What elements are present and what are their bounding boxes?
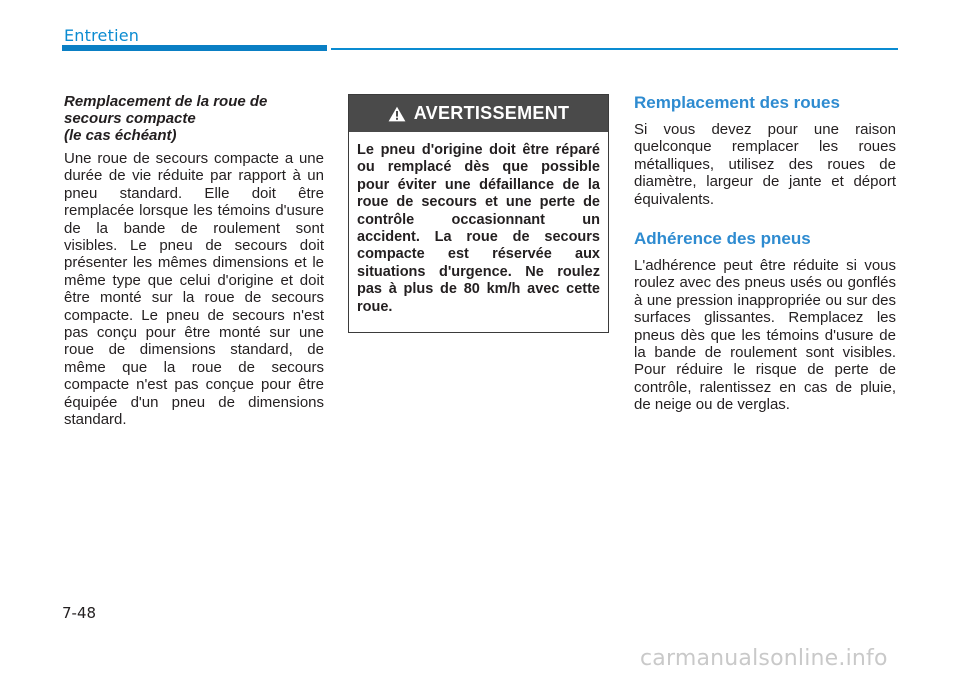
header-rule-thin [331, 48, 898, 50]
spare-wheel-paragraph: Une roue de secours compacte a une durée de vie réduite par rapport à un pneu standard. Elle doit être remplacée lorsque les témoins d'usure de la bande de roulement sont visibles. Le pneu de secours doit présenter les mêmes dimensions et le même type que celui d'origine et doit être monté sur la roue de secours compacte. Le pneu de secours n'est pas conçu pour être monté sur une roue de dimensions standard, de même que la roue de secours compacte n'est pas conçue pour être équipée d'un pneu de dimensions standard. [64, 150, 324, 429]
tire-traction-text: L'adhérence peut être réduite si vous roulez avec des pneus usés ou gonflés à une pression inappropriée ou sur des surfaces glissantes. Remplacez les pneus dès que les témoins d'usure de la bande de roulement sont visibles. Pour réduire le risque de perte de contrôle, ralentissez en cas de pluie, de neige ou de verglas. [634, 257, 896, 414]
warning-header [349, 95, 608, 132]
watermark: carmanualsonline.info [640, 646, 888, 671]
page-number: 7-48 [62, 604, 97, 622]
wheel-replacement-heading: Remplacement des roues [634, 93, 840, 112]
spare-wheel-heading-line1: Remplacement de la roue de [64, 93, 268, 110]
warning-title: AVERTISSEMENT [413, 103, 570, 123]
section-title: Entretien [64, 26, 140, 45]
warning-box [348, 94, 609, 333]
warning-triangle-icon [388, 106, 406, 122]
tire-traction-heading: Adhérence des pneus [634, 229, 811, 249]
right-column [634, 93, 896, 414]
warning-text: Le pneu d'origine doit être réparé ou remplacé dès que possible pour éviter une défaillance de la roue de secours et une perte de contrôle occasionnant un accident. La roue de secours compacte est réservée aux situations d'urgence. Ne roulez pas à plus de 80 km/h avec cette roue. [357, 142, 600, 315]
spare-wheel-heading-line3: (le cas échéant) [64, 127, 177, 144]
left-column [64, 93, 324, 429]
spare-wheel-heading [64, 93, 324, 144]
wheel-replacement-text: Si vous devez pour une raison quelconque remplacer les roues métalliques, utilisez des roues de diamètre, largeur de jante et déport équivalents. [634, 121, 896, 208]
spare-wheel-heading-line2: secours compacte [64, 110, 196, 127]
header-rule-thick [62, 45, 327, 51]
